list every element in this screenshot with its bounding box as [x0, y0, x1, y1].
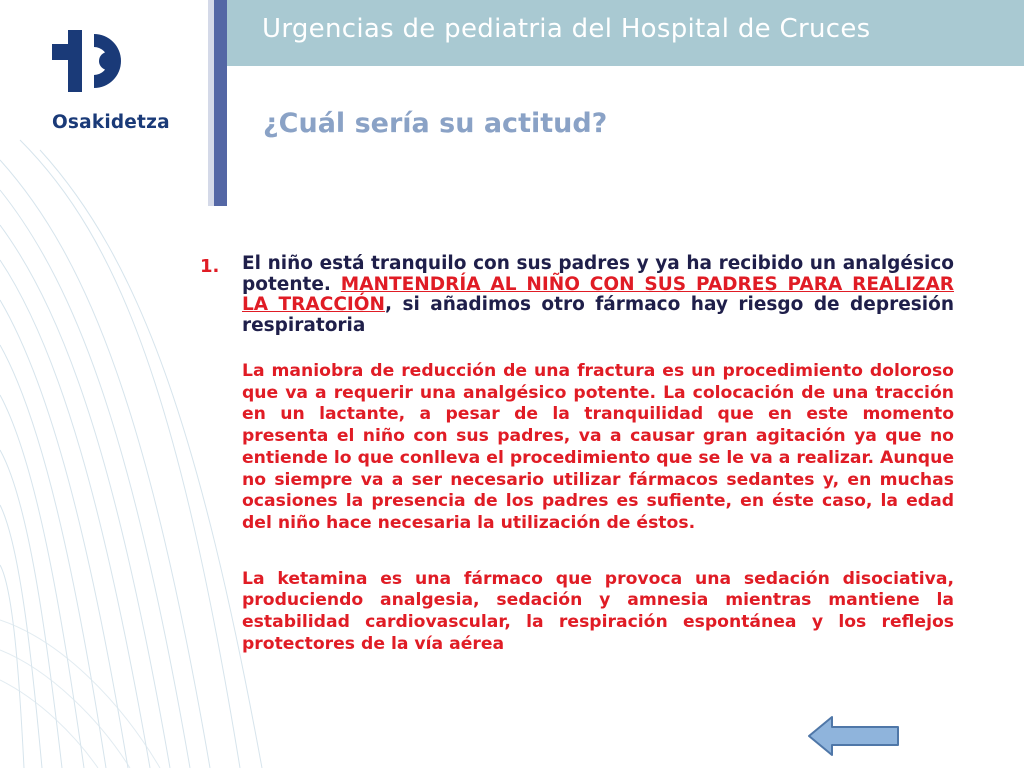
- vertical-accent-bar: [214, 0, 227, 206]
- main-text-before: El niño está tranquilo con sus padres y ya ha recibido un analgésico potente.: [242, 253, 954, 295]
- list-item-number: 1.: [200, 256, 220, 277]
- explanation-paragraph-2: La ketamina es una fármaco que provoca una sedación disociativa, produciendo analgesia, sedación y amnesia mientras mantiene la estabilidad cardiovascular, la respiración espontánea y los reflejos protectores de la vía aérea: [242, 568, 954, 654]
- logo-text: Osakidetza: [52, 112, 170, 133]
- slide-content: [242, 254, 954, 655]
- explanation-paragraph-1: La maniobra de reducción de una fractura es un procedimiento doloroso que va a requerir una analgésico potente. La colocación de una tracción en un lactante, a pesar de la tranquilidad que en este momento presenta el niño con sus padres, va a causar gran agitación ya que no entiende lo que conlleva el procedimiento que se le va a realizar. Aunque no siempre va a ser necesario utilizar fármacos sedantes y, en muchas ocasiones la presencia de los padres es sufiente, en éste caso, la edad del niño hace necesaria la utilización de éstos.: [242, 361, 954, 533]
- main-answer-text: [242, 254, 954, 336]
- osakidetza-logo-icon: [52, 30, 132, 96]
- header-title: Urgencias de pediatria del Hospital de Cruces: [262, 14, 871, 44]
- back-arrow-icon[interactable]: [806, 714, 902, 758]
- osakidetza-logo: [40, 30, 190, 140]
- main-text-after: , si añadimos otro fármaco hay riesgo de depresión respiratoria: [242, 294, 954, 336]
- slide-title: ¿Cuál sería su actitud?: [263, 108, 608, 139]
- main-text-emphasis: MANTENDRÍA AL NIÑO CON SUS PADRES PARA REALIZAR LA TRACCIÓN: [242, 273, 955, 315]
